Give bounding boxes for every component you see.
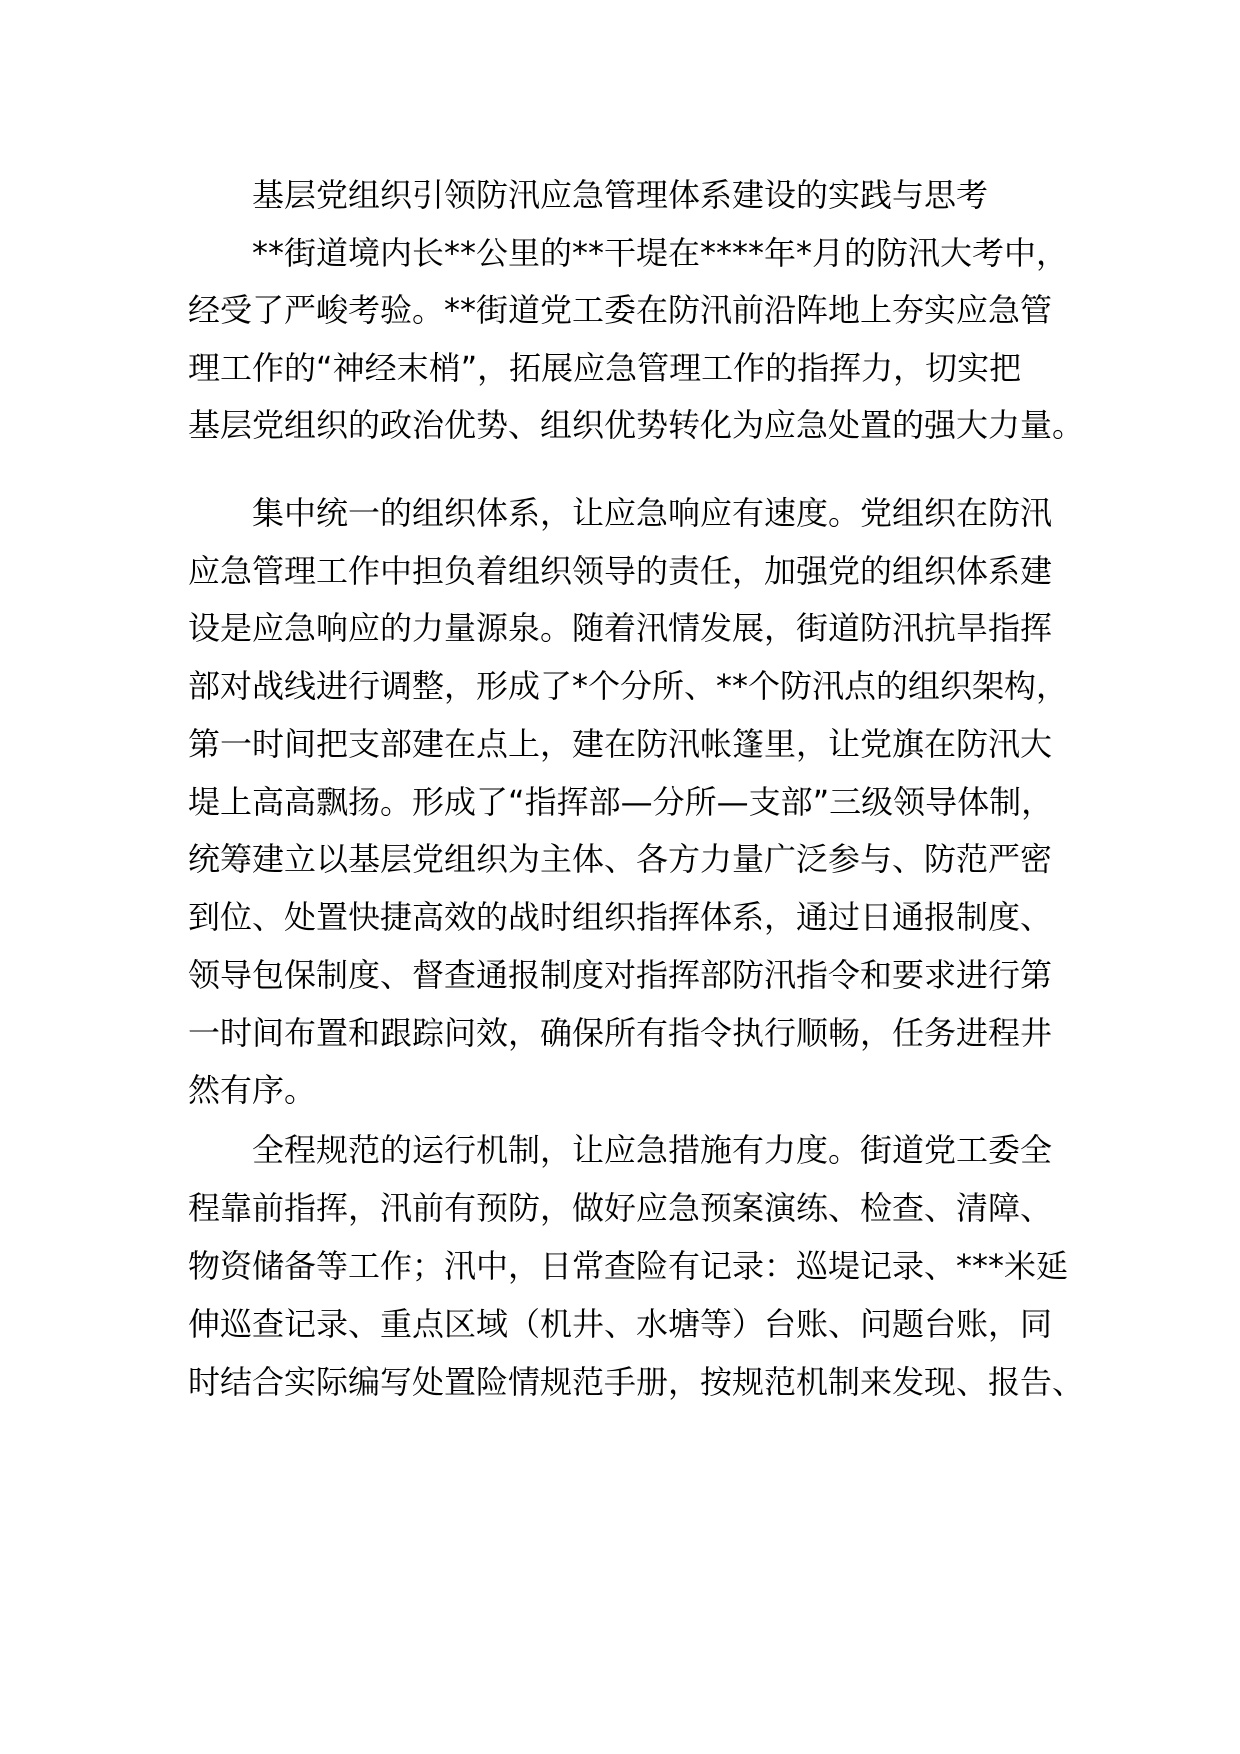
paragraph-1-line-2: 经受了严峻考验。**街道党工委在防汛前沿阵地上夯实应急管 (188, 291, 1053, 329)
paragraph-2-line-1: 集中统一的组织体系，让应急响应有速度。党组织在防汛 (252, 494, 1053, 532)
paragraph-2-line-3: 设是应急响应的力量源泉。随着汛情发展，街道防汛抗旱指挥 (188, 609, 1053, 647)
paragraph-2-line-2: 应急管理工作中担负着组织领导的责任，加强党的组织体系建 (188, 552, 1053, 590)
paragraph-3-line-3: 物资储备等工作；汛中，日常查险有记录：巡堤记录、***米延 (188, 1247, 1069, 1285)
paragraph-2-line-6: 堤上高高飘扬。形成了“指挥部—分所—支部”三级领导体制， (188, 783, 1054, 821)
paragraph-2-line-8: 到位、处置快捷高效的战时组织指挥体系，通过日通报制度、 (188, 898, 1053, 936)
paragraph-1-line-1: **街道境内长**公里的**干堤在****年*月的防汛大考中， (252, 234, 1069, 272)
paragraph-1-line-4: 基层党组织的政治优势、组织优势转化为应急处置的强大力量。 (188, 406, 1085, 444)
paragraph-2-line-10: 一时间布置和跟踪问效，确保所有指令执行顺畅，任务进程井 (188, 1014, 1053, 1052)
paragraph-3-line-2: 程靠前指挥，汛前有预防，做好应急预案演练、检查、清障、 (188, 1189, 1053, 1227)
paragraph-2-line-9: 领导包保制度、督查通报制度对指挥部防汛指令和要求进行第 (188, 956, 1053, 994)
paragraph-1-line-3: 理工作的“神经末梢”，拓展应急管理工作的指挥力，切实把 (188, 349, 1022, 387)
paragraph-2-line-7: 统筹建立以基层党组织为主体、各方力量广泛参与、防范严密 (188, 840, 1053, 878)
paragraph-2-line-4: 部对战线进行调整，形成了*个分所、**个防汛点的组织架构， (188, 667, 1069, 705)
paragraph-2-line-11: 然有序。 (188, 1071, 317, 1109)
paragraph-2-line-5: 第一时间把支部建在点上，建在防汛帐篷里，让党旗在防汛大 (188, 725, 1053, 763)
paragraph-3-line-1: 全程规范的运行机制，让应急措施有力度。街道党工委全 (252, 1131, 1053, 1169)
paragraph-3-line-5: 时结合实际编写处置险情规范手册，按规范机制来发现、报告、 (188, 1363, 1085, 1401)
document-title: 基层党组织引领防汛应急管理体系建设的实践与思考 (252, 176, 989, 214)
paragraph-3-line-4: 伸巡查记录、重点区域（机井、水塘等）台账、问题台账，同 (188, 1305, 1053, 1343)
